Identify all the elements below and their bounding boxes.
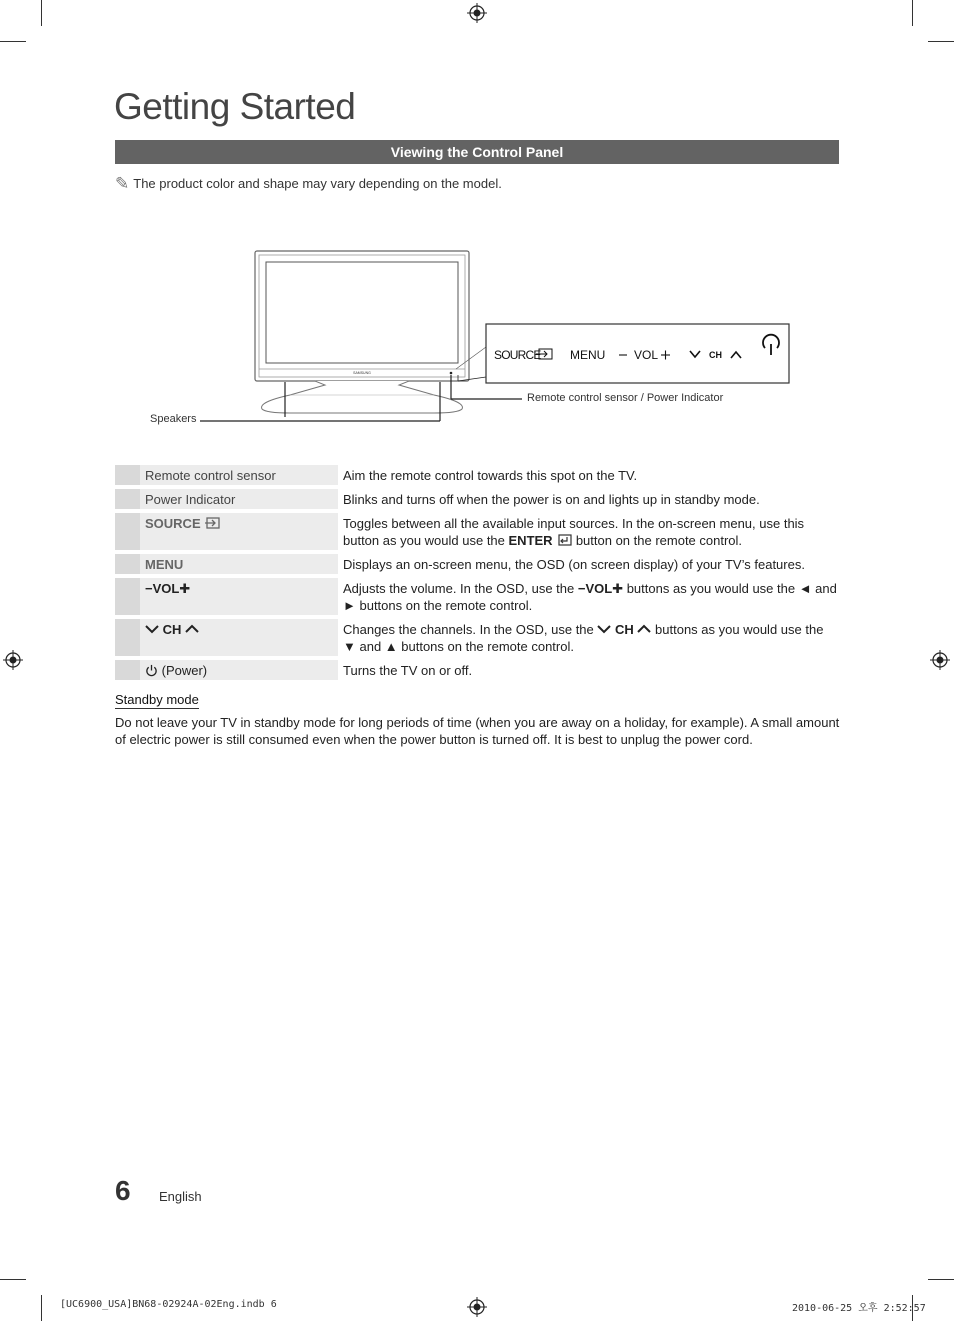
registration-mark-icon: [467, 3, 487, 23]
crop-mark: [41, 0, 42, 26]
table-row: [115, 660, 839, 680]
controls-table: [115, 461, 839, 684]
table-row: [115, 489, 839, 509]
control-name: Power Indicator: [140, 489, 338, 509]
panel-ch-label: CH: [709, 350, 722, 360]
control-name: Remote control sensor: [140, 465, 338, 485]
table-row: [115, 465, 839, 485]
panel-vol-label: VOL: [634, 348, 659, 362]
vol-minus-icon: −: [145, 581, 153, 596]
control-name: (Power): [161, 663, 208, 678]
table-row: [115, 578, 839, 615]
power-icon: [145, 664, 158, 677]
tv-brand-logo: SAMSUNG: [353, 371, 371, 375]
control-desc: Blinks and turns off when the power is on and lights up in standby mode.: [343, 492, 760, 507]
control-name: VOL: [152, 581, 180, 596]
speakers-label: Speakers: [150, 413, 197, 425]
control-desc: Turns the TV on or off.: [343, 663, 473, 678]
tv-stand: [262, 381, 463, 413]
enter-label: ENTER: [508, 533, 553, 548]
control-desc: Aim the remote control towards this spot on the TV.: [343, 468, 638, 483]
control-name: SOURCE: [145, 516, 201, 531]
sensor-label: Remote control sensor / Power Indicator: [527, 392, 724, 404]
control-desc: Changes the channels. In the OSD, use the: [343, 622, 598, 637]
control-name: MENU: [145, 557, 184, 572]
crop-mark: [0, 1279, 26, 1280]
standby-body: Do not leave your TV in standby mode for long periods of time (when you are away on a holiday, for example). A small amount of electric power is still consumed even when the power button is turned off. It is best to unplug the power cord.: [115, 715, 840, 747]
vol-label: VOL: [585, 581, 613, 596]
table-row: [115, 619, 839, 656]
registration-mark-icon: [3, 650, 23, 670]
pencil-note-icon: ✎: [115, 174, 130, 193]
table-row: [115, 513, 839, 550]
standby-heading: Standby mode: [115, 692, 199, 707]
crop-mark: [928, 41, 954, 42]
language-label: English: [159, 1189, 202, 1204]
print-timestamp: 2010-06-25 오후 2:52:57: [792, 1303, 926, 1314]
crop-mark: [928, 1279, 954, 1280]
panel-menu-label: MENU: [570, 348, 606, 362]
source-icon: [204, 517, 220, 529]
control-desc: Displays an on-screen menu, the OSD (on screen display) of your TV’s features.: [343, 557, 805, 572]
crop-mark: [912, 0, 913, 26]
ch-down-icon: [597, 624, 611, 634]
control-desc: Adjusts the volume. In the OSD, use the: [343, 581, 578, 596]
registration-mark-icon: [930, 650, 950, 670]
control-desc: Toggles between all the available input sources. In the on-screen menu, use this button as you would use the: [343, 516, 805, 548]
enter-icon: [556, 534, 572, 546]
ch-label: CH: [615, 622, 634, 637]
ch-down-icon: [145, 624, 159, 634]
control-name: CH: [162, 622, 182, 637]
control-desc: buttons as you would use the ▼ and ▲ buttons on the remote control.: [343, 622, 824, 654]
table-row: [115, 554, 839, 574]
ch-up-icon: [637, 624, 651, 634]
control-desc: buttons as you would use the ◄ and ► buttons on the remote control.: [343, 581, 837, 613]
note-text: The product color and shape may vary depending on the model.: [133, 176, 502, 191]
section-heading: Viewing the Control Panel: [115, 140, 839, 164]
tv-screen: [266, 262, 458, 363]
vol-minus-icon: −: [577, 581, 586, 596]
registration-mark-icon: [467, 1297, 487, 1317]
crop-mark: [0, 41, 26, 42]
note: [115, 174, 502, 194]
vol-plus-icon: ✚: [612, 581, 624, 596]
page-number: 6: [115, 1175, 131, 1206]
crop-mark: [41, 1295, 42, 1321]
page-title: Getting Started: [114, 86, 356, 127]
ch-up-icon: [185, 624, 199, 634]
print-file-info: [UC6900_USA]BN68-02924A-02Eng.indb 6: [60, 1299, 277, 1310]
control-desc: button on the remote control.: [572, 533, 743, 548]
panel-source-label: SOURCE: [494, 348, 541, 362]
vol-plus-icon: ✚: [179, 581, 191, 596]
